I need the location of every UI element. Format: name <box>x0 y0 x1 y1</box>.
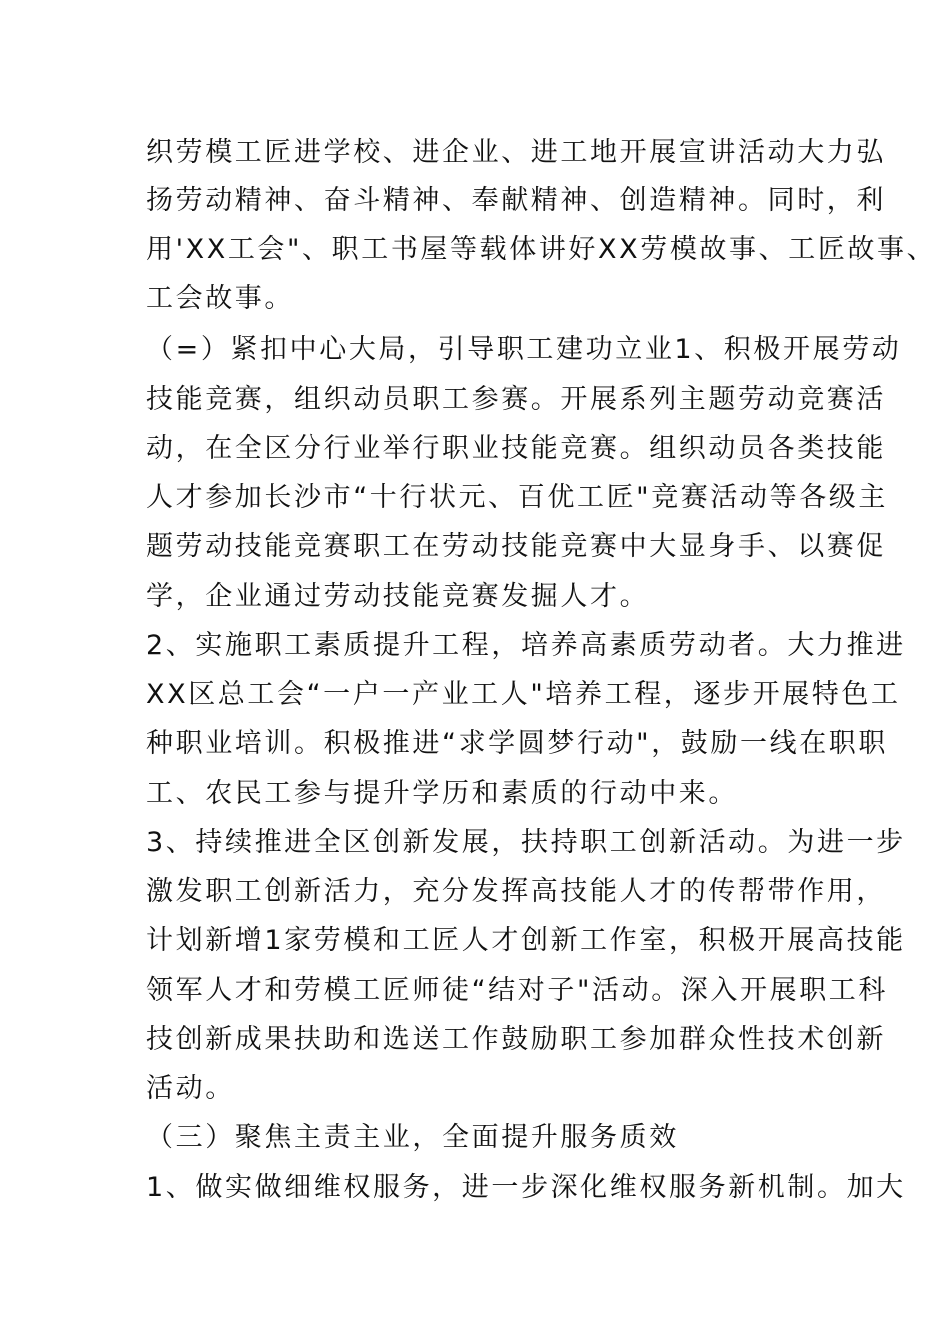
text-line-20: 活动。 <box>146 1073 235 1104</box>
text-line-7: 动，在全区分行业举行职业技能竞赛。组织动员各类技能 <box>146 433 886 464</box>
text-line-13: 种职业培训。积极推进“求学圆梦行动"，鼓励一线在职职 <box>146 728 889 759</box>
text-line-19: 技创新成果扶助和选送工作鼓励职工参加群众性技术创新 <box>146 1024 886 1055</box>
text-line-9: 题劳动技能竞赛职工在劳动技能竞赛中大显身手、以赛促 <box>146 531 886 562</box>
text-line-22: 1、做实做细维权服务，进一步深化维权服务新机制。加大 <box>146 1172 906 1203</box>
text-line-6: 技能竞赛，组织动员职工参赛。开展系列主题劳动竞赛活 <box>146 384 886 415</box>
item-2-line-1: 2、实施职工素质提升工程，培养高素质劳动者。大力推进 <box>146 630 906 661</box>
item-3-line-1: 3、持续推进全区创新发展，扶持职工创新活动。为进一步 <box>146 827 906 858</box>
text-line-14: 工、农民工参与提升学历和素质的行动中来。 <box>146 778 738 809</box>
text-line-4: 工会故事。 <box>146 283 294 314</box>
text-line-16: 激发职工创新活力，充分发挥高技能人才的传帮带作用， <box>146 876 886 907</box>
text-line-18: 领军人才和劳模工匠师徒“结对子"活动。深入开展职工科 <box>146 975 889 1006</box>
section-heading-2: （=）紧扣中心大局，引导职工建功立业1、积极开展劳动 <box>146 334 902 365</box>
text-line-12: XX区总工会“一户一产业工人"培养工程，逐步开展特色工 <box>146 679 901 710</box>
text-line-1: 织劳模工匠进学校、进企业、进工地开展宣讲活动大力弘 <box>146 137 886 168</box>
text-line-2: 扬劳动精神、奋斗精神、奉献精神、创造精神。同时，利 <box>146 185 886 216</box>
section-heading-3: （三）聚焦主责主业，全面提升服务质效 <box>146 1122 679 1153</box>
text-line-8: 人才参加长沙市“十行状元、百优工匠"竞赛活动等各级主 <box>146 482 889 513</box>
text-line-3: 用'XX工会"、职工书屋等载体讲好XX劳模故事、工匠故事、 <box>146 234 937 265</box>
text-line-10: 学，企业通过劳动技能竞赛发掘人才。 <box>146 581 650 612</box>
text-line-17: 计划新增1家劳模和工匠人才创新工作室，积极开展高技能 <box>146 925 906 956</box>
